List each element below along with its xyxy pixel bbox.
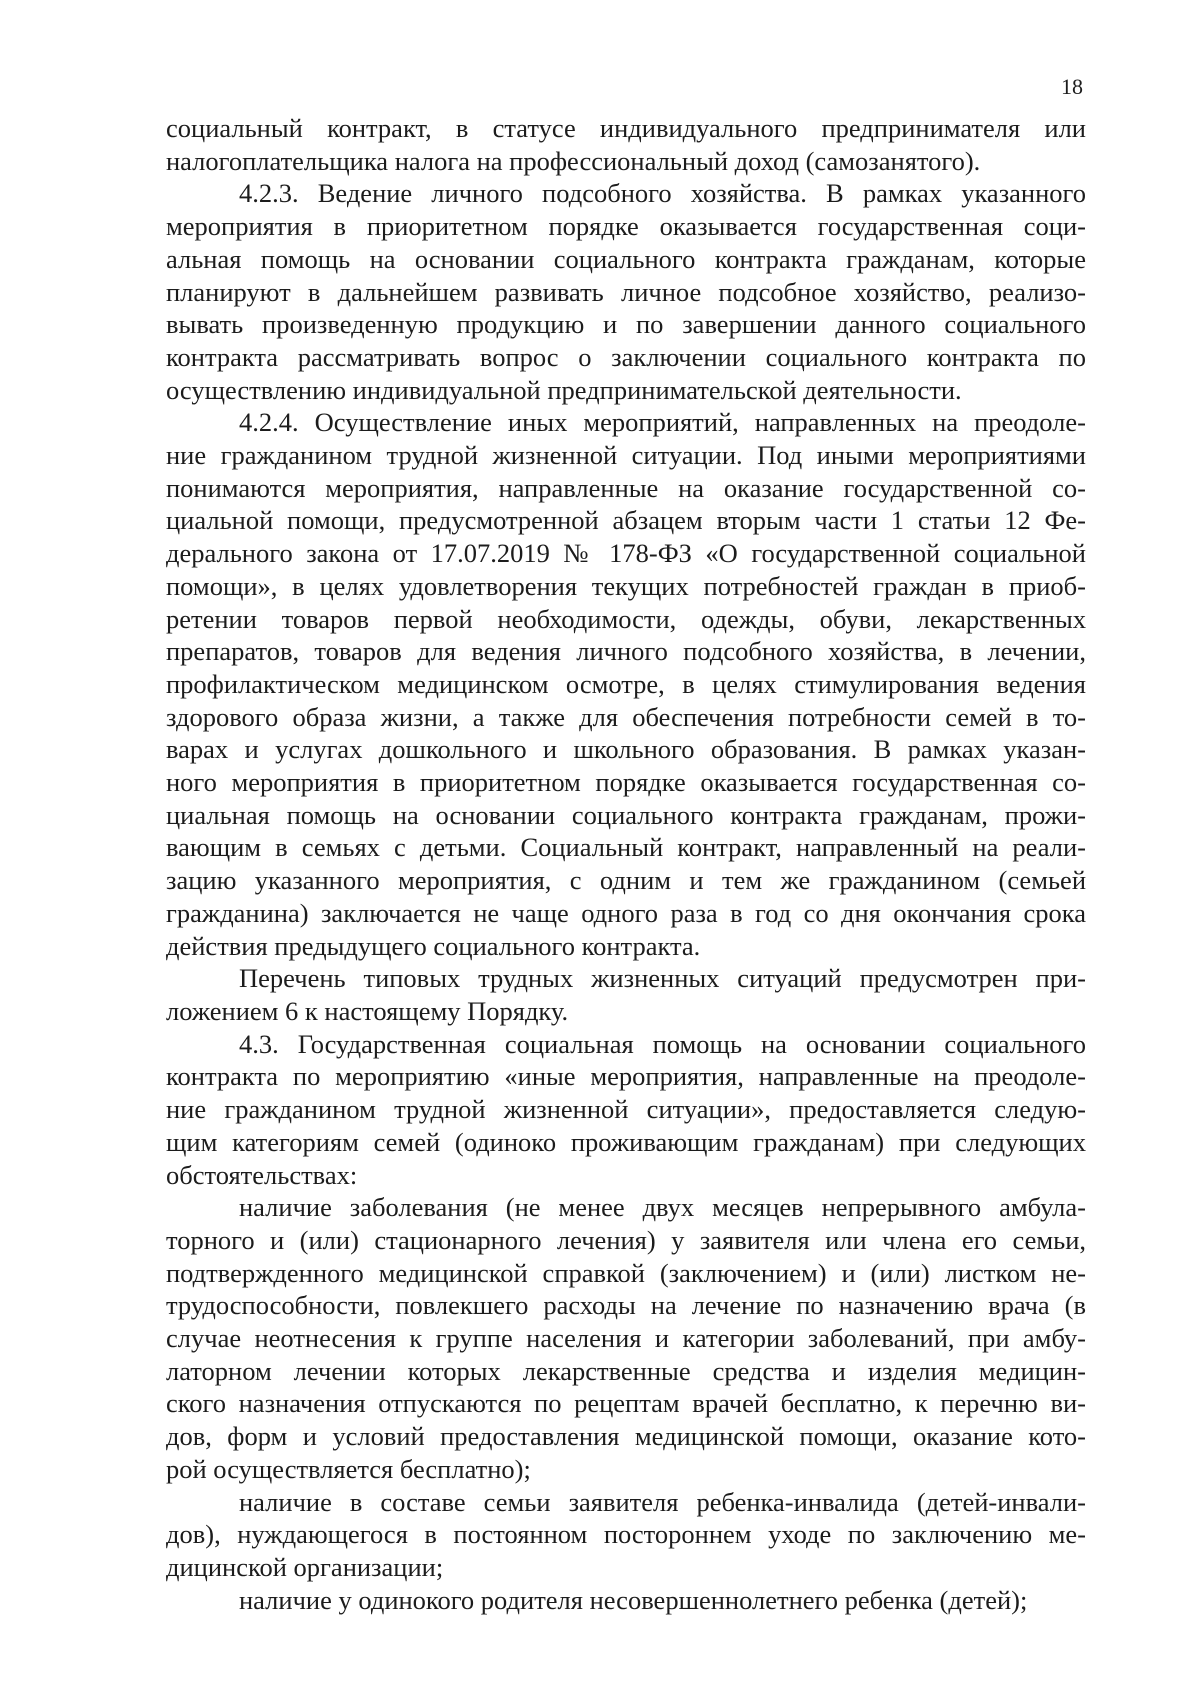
text-line: планируют в дальнейшем развивать личное подсобное хозяйство, реализо- bbox=[166, 276, 1086, 307]
text-line: дерального закона от 17.07.2019 № 178-ФЗ «О государственной социальной bbox=[166, 538, 1086, 569]
text-line: рой осуществляется бесплатно); bbox=[166, 1453, 531, 1484]
paragraph bbox=[166, 406, 1086, 962]
text-line: 4.2.4. Осуществление иных мероприятий, направленных на преодоле- bbox=[239, 407, 1086, 438]
text-line: здорового образа жизни, а также для обеспечения потребности семей в то- bbox=[166, 701, 1086, 732]
text-line: понимаются мероприятия, направленные на оказание государственной со- bbox=[166, 472, 1086, 503]
text-line: щим категориям семей (одиноко проживающим гражданам) при следующих bbox=[166, 1126, 1086, 1157]
text-line: ретении товаров первой необходимости, одежды, обуви, лекарственных bbox=[166, 603, 1086, 634]
text-line: 4.2.3. Ведение личного подсобного хозяйства. В рамках указанного bbox=[239, 178, 1086, 209]
paragraph bbox=[166, 1028, 1086, 1192]
text-line: контракта рассматривать вопрос о заключении социального контракта по bbox=[166, 341, 1086, 372]
text-line: действия предыдущего социального контракта. bbox=[166, 930, 701, 961]
text-line: ного мероприятия в приоритетном порядке оказывается государственная со- bbox=[166, 767, 1086, 798]
text-line: Перечень типовых трудных жизненных ситуаций предусмотрен при- bbox=[239, 963, 1086, 994]
text-line: контракта по мероприятию «иные мероприятия, направленные на преодоле- bbox=[166, 1061, 1086, 1092]
text-line: циальной помощи, предусмотренной абзацем вторым части 1 статьи 12 Фе- bbox=[166, 505, 1086, 536]
text-line: дицинской организации; bbox=[166, 1551, 444, 1582]
text-line: подтвержденного медицинской справкой (заключением) и (или) листком не- bbox=[166, 1257, 1086, 1288]
text-line: циальная помощь на основании социального контракта гражданам, прожи- bbox=[166, 799, 1086, 830]
paragraph bbox=[166, 1191, 1086, 1485]
text-line: ского назначения отпускаются по рецептам врачей бесплатно, к перечню ви- bbox=[166, 1388, 1086, 1419]
text-line: альная помощь на основании социального контракта гражданам, которые bbox=[166, 243, 1086, 274]
text-line: 4.3. Государственная социальная помощь на основании социального bbox=[239, 1028, 1086, 1059]
text-line: социальный контракт, в статусе индивидуального предпринимателя или bbox=[166, 113, 1086, 143]
paragraph bbox=[166, 1486, 1086, 1584]
text-line: осуществлению индивидуальной предпринимательской деятельности. bbox=[166, 374, 962, 405]
text-line: вывать произведенную продукцию и по завершении данного социального bbox=[166, 309, 1086, 340]
paragraph bbox=[166, 1584, 1086, 1617]
document-body bbox=[166, 112, 1086, 1616]
text-line: вающим в семьях с детьми. Социальный контракт, направленный на реали- bbox=[166, 832, 1086, 863]
text-line: препаратов, товаров для ведения личного подсобного хозяйства, в лечении, bbox=[166, 636, 1086, 667]
paragraph bbox=[166, 962, 1086, 1027]
text-line: обстоятельствах: bbox=[166, 1159, 358, 1190]
text-line: ложением 6 к настоящему Порядку. bbox=[166, 995, 569, 1026]
text-line: торного и (или) стационарного лечения) у заявителя или члена его семьи, bbox=[166, 1224, 1086, 1255]
text-line: ние гражданином трудной жизненной ситуации. Под иными мероприятиями bbox=[166, 440, 1086, 471]
text-line: налогоплательщика налога на профессиональный доход (самозанятого). bbox=[166, 145, 981, 176]
text-line: дов), нуждающегося в постоянном постороннем уходе по заключению ме- bbox=[166, 1519, 1086, 1550]
text-line: варах и услугах дошкольного и школьного образования. В рамках указан- bbox=[166, 734, 1086, 765]
text-line: наличие у одинокого родителя несовершеннолетнего ребенка (детей); bbox=[239, 1584, 1028, 1615]
text-line: зацию указанного мероприятия, с одним и тем же гражданином (семьей bbox=[166, 865, 1086, 896]
page-number: 18 bbox=[1061, 74, 1083, 99]
paragraph bbox=[166, 177, 1086, 406]
text-line: дов, форм и условий предоставления медицинской помощи, оказание кото- bbox=[166, 1421, 1086, 1452]
text-line: трудоспособности, повлекшего расходы на лечение по назначению врача (в bbox=[166, 1290, 1086, 1321]
text-line: ние гражданином трудной жизненной ситуации», предоставляется следую- bbox=[166, 1094, 1086, 1125]
text-line: профилактическом медицинском осмотре, в целях стимулирования ведения bbox=[166, 668, 1086, 699]
text-line: наличие заболевания (не менее двух месяцев непрерывного амбула- bbox=[239, 1192, 1086, 1223]
text-line: помощи», в целях удовлетворения текущих потребностей граждан в приоб- bbox=[166, 570, 1086, 601]
text-line: гражданина) заключается не чаще одного раза в год со дня окончания срока bbox=[166, 897, 1086, 928]
text-line: мероприятия в приоритетном порядке оказывается государственная соци- bbox=[166, 211, 1086, 242]
text-line: случае неотнесения к группе населения и категории заболеваний, при амбу- bbox=[166, 1323, 1086, 1354]
text-line: наличие в составе семьи заявителя ребенка-инвалида (детей-инвали- bbox=[239, 1486, 1086, 1517]
paragraph bbox=[166, 112, 1086, 177]
text-line: латорном лечении которых лекарственные средства и изделия медицин- bbox=[166, 1355, 1086, 1386]
